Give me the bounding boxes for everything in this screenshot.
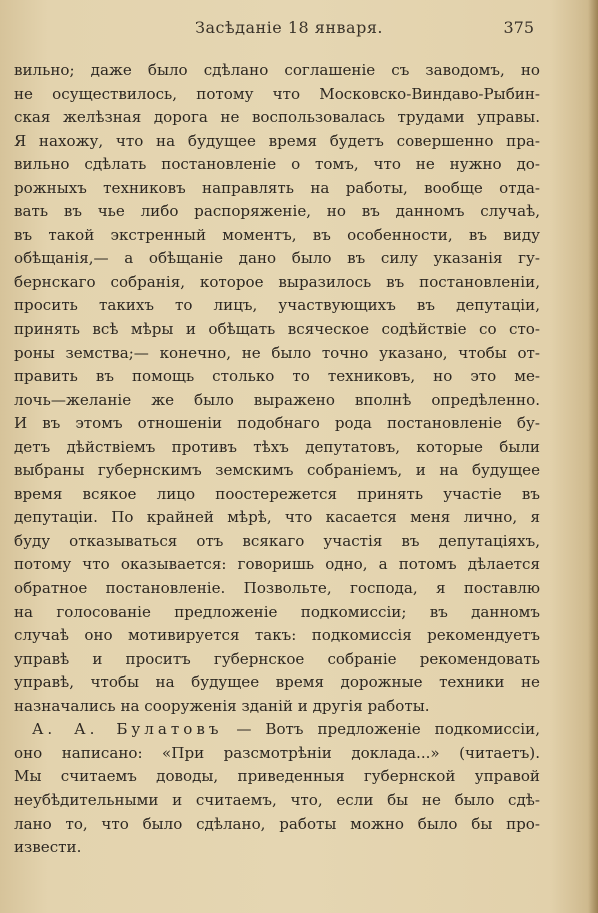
text-line: случаѣ оно мотивируется такъ: подкомиссія рекомендуетъ <box>14 626 540 645</box>
text-line: управѣ и проситъ губернское собраніе рекомендовать <box>14 649 540 668</box>
text-line: въ такой экстренный моментъ, въ особенности, въ виду <box>14 225 540 244</box>
text-line: вильно; даже было сдѣлано соглашеніе съ заводомъ, но <box>14 61 540 79</box>
text-line: детъ дѣйствіемъ противъ тѣхъ депутатовъ, которые были <box>14 437 540 456</box>
text-line: рожныхъ техниковъ направлять на работы, вообще отда- <box>14 178 540 197</box>
speech-first-line <box>14 718 540 742</box>
text-line: вильно сдѣлать постановленіе о томъ, что не нужно до- <box>14 155 540 174</box>
page-edge-shadow <box>588 0 598 913</box>
text-line: на голосованіе предложеніе подкомиссіи; въ данномъ <box>14 602 540 621</box>
speech-line: лано то, что было сдѣлано, работы можно было бы про- <box>14 814 540 833</box>
page-number: 375 <box>503 18 534 37</box>
text-line: выбраны губернскимъ земскимъ собраніемъ, и на будущее <box>14 461 540 480</box>
speech-line: неубѣдительными и считаемъ, что, если бы не было сдѣ- <box>14 790 540 809</box>
text-line: не осуществилось, потому что Московско-Виндаво-Рыбин- <box>14 84 540 103</box>
text-line: бернскаго собранія, которое выразилось въ постановленіи, <box>14 272 540 291</box>
text-line: Я нахожу, что на будущее время будетъ совершенно пра- <box>14 131 540 150</box>
text-line: лочь—желаніе же было выражено вполнѣ опредѣленно. <box>14 390 540 409</box>
text-line: время всякое лицо поостережется принять участіе въ <box>14 484 540 503</box>
text-line-paragraph-end: назначались на сооруженія зданій и другія работы. <box>14 696 430 715</box>
text-line: роны земства;— конечно, не было точно указано, чтобы от- <box>14 343 540 362</box>
text-line: И въ этомъ отношеніи подобнаго рода постановленіе бу- <box>14 414 540 433</box>
speaker-name: А. А. Булатовъ <box>32 720 223 739</box>
text-line: принять всѣ мѣры и обѣщать всяческое содѣйствіе со сто- <box>14 320 540 339</box>
text-line: управѣ, чтобы на будущее время дорожные техники не <box>14 673 540 692</box>
page-header <box>14 18 576 44</box>
speech-line-end: извести. <box>14 838 82 857</box>
speech-text: — Вотъ предложеніе подкомиссіи, <box>222 720 540 739</box>
text-line: править въ помощь столько то техниковъ, но это ме- <box>14 367 540 386</box>
text-line: потому что оказывается: говоришь одно, а потомъ дѣлается <box>14 555 540 574</box>
text-line: обѣщанія,— а обѣщаніе дано было въ силу указанія гу- <box>14 249 540 268</box>
text-line: просить такихъ то лицъ, участвующихъ въ депутаціи, <box>14 296 540 315</box>
running-title: Засѣданіе 18 января. <box>195 18 384 37</box>
speech-line: Мы считаемъ доводы, приведенныя губернской управой <box>14 767 540 786</box>
speech-line: оно написано: «При разсмотрѣніи доклада...» (читаетъ). <box>14 743 540 762</box>
text-line: вать въ чье либо распоряженіе, но въ данномъ случаѣ, <box>14 202 540 221</box>
text-line: обратное постановленіе. Позвольте, господа, я поставлю <box>14 579 540 598</box>
text-line: ская желѣзная дорога не воспользовалась трудами управы. <box>14 108 540 127</box>
body-text <box>14 59 540 860</box>
text-line: депутаціи. По крайней мѣрѣ, что касается меня лично, я <box>14 508 540 527</box>
text-line: буду отказываться отъ всякаго участія въ депутаціяхъ, <box>14 531 540 550</box>
